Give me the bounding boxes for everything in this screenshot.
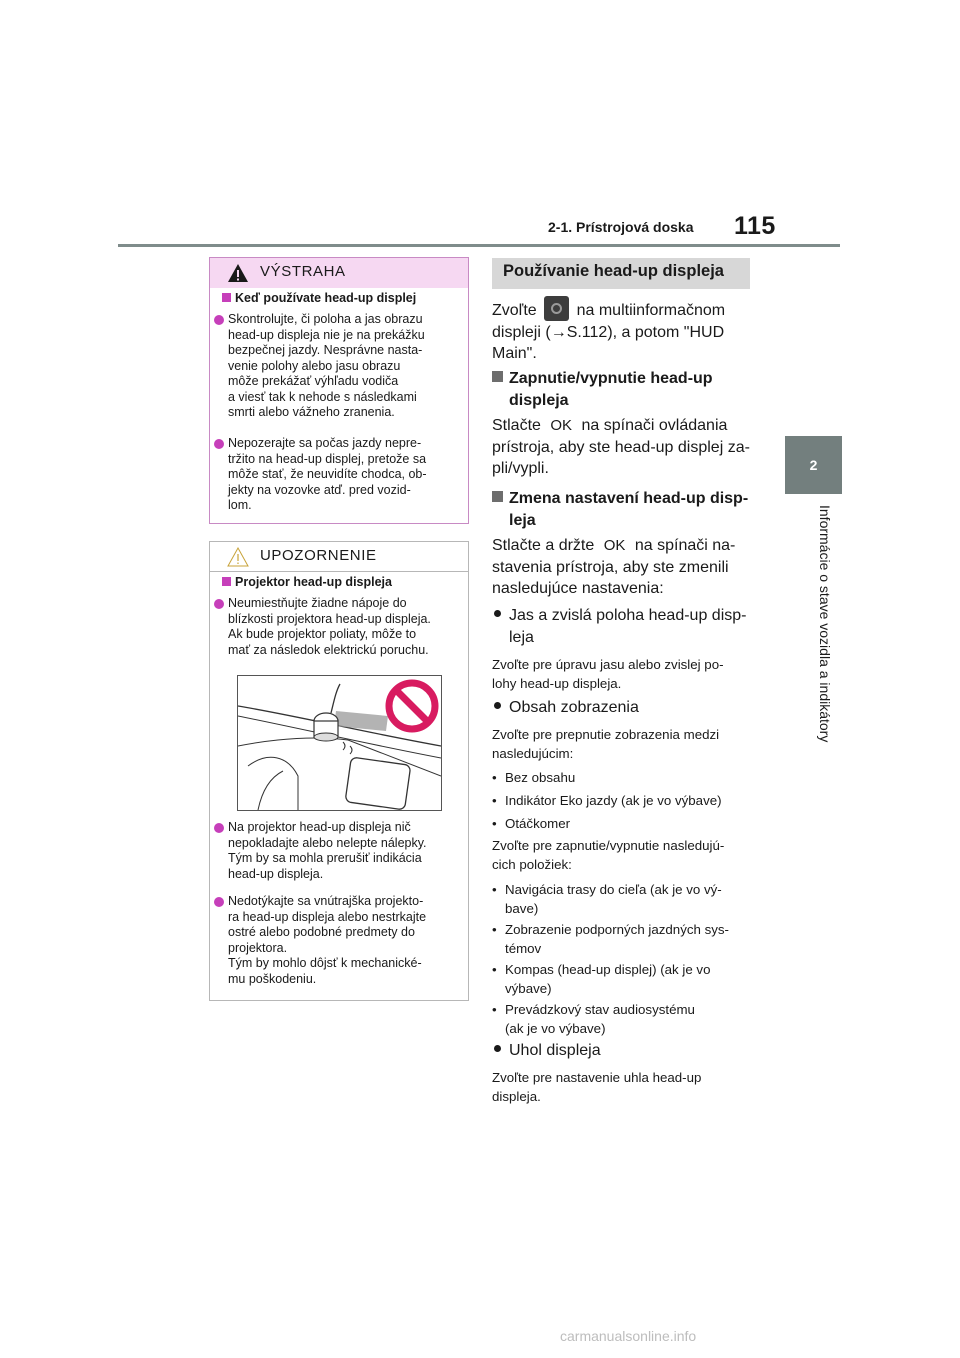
list-item: • Zobrazenie podporných jazdných sys- témov [492,922,729,956]
caution-triangle-icon [227,547,249,567]
running-header-section: 2-1. Prístrojová doska [548,219,694,235]
list-item: • Prevádzkový stav audiosystému (ak je vo výbave) [492,1002,695,1036]
settings-paragraph: Stlačte a držte OK na spínači na- stavenia prístroja, aby ste zmenili nasledujúce nastavenia: [492,537,736,597]
content-note: Zvoľte pre prepnutie zobrazenia medzi nasledujúcim: [492,727,720,761]
bullet-dot-icon [494,1045,501,1052]
chapter-number: 2 [809,457,818,473]
toggle-paragraph: Stlačte OK na spínači ovládania prístroja, aby ste head-up displej za- pli/vypli. [492,417,750,477]
list-item: • Bez obsahu [492,770,576,785]
caution-bullet-3: Nedotýkajte sa vnútrajška projekto- ra head-up displeja alebo nestrkajte ostré alebo podobné predmety do projektora. Tým by mohlo dôjsť k mechanické- mu poškodeniu. [214,894,464,987]
caution-title: UPOZORNENIE [260,547,377,564]
chapter-side-label: Informácie o stave vozidla a indikátory [817,505,833,743]
subheading-square-icon [222,577,231,586]
page-number: 115 [734,212,776,240]
caution-bullet-1: Neumiestňujte žiadne nápoje do blízkosti projektora head-up displeja. Ak bude projektor poliaty, môže to mať za následok elektrickú poruchu. [214,596,464,658]
warning-bullet-1: Skontrolujte, či poloha a jas obrazu head-up displeja nie je na prekážku bezpečnej jazdy. Nesprávne nasta- venie polohy alebo jasu obrazu môže prekážať výhľadu vodiča a viesť tak k nehode s následkami smrti alebo vážneho zranenia. [214,312,464,421]
bullet-dot-icon [494,610,501,617]
prohibition-icon [384,678,440,734]
toggle-items-note: Zvoľte pre zapnutie/vypnutie nasledujú- cich položiek: [492,838,725,872]
warning-box [209,257,469,524]
brightness-note: Zvoľte pre úpravu jasu alebo zvislej po- lohy head-up displeja. [492,657,724,691]
bullet-angle: Uhol displeja [494,1040,756,1062]
list-item: • Kompas (head-up displej) (ak je vo výbave) [492,962,711,996]
bullet-dot-icon [214,439,224,449]
bullet-content: Obsah zobrazenia [494,697,756,719]
angle-note: Zvoľte pre nastavenie uhla head-up displeja. [492,1070,702,1104]
header-rule [118,244,840,247]
bullet-dot-icon [214,315,224,325]
bullet-dot-icon [214,599,224,609]
bullet-dot-icon [214,823,224,833]
projector-illustration [237,675,442,811]
bullet-brightness: Jas a zvislá poloha head-up disp- leja [494,605,756,648]
caution-subheading: Projektor head-up displeja [222,575,392,589]
caution-bullet-2: Na projektor head-up displeja nič nepokladajte alebo nelepte nálepky. Tým by sa mohla prerušiť indikácia head-up displeja. [214,820,464,882]
heading-square-icon [492,371,503,382]
list-item: • Navigácia trasy do cieľa (ak je vo vý- bave) [492,882,722,916]
list-item: • Indikátor Eko jazdy (ak je vo výbave) [492,793,722,808]
reference-arrow-icon: → [550,323,567,341]
bullet-dot-icon [494,702,501,709]
ok-button-glyph: OK [603,537,626,554]
warning-bullet-2: Nepozerajte sa počas jazdy nepre- tržito na head-up displej, pretože sa môže stať, že neuvidíte chodca, ob- jekty na vozovke atď. pred vozid- lom. [214,436,464,514]
warning-subheading: Keď používate head-up displej [222,291,416,305]
caution-header [210,542,468,572]
subheading-square-icon [222,293,231,302]
list-item: • Otáčkomer [492,816,571,831]
warning-title: VÝSTRAHA [260,263,346,280]
heading-settings: Zmena nastavení head-up disp- leja [492,488,754,531]
bullet-dot-icon [214,897,224,907]
warning-triangle-icon [227,263,249,283]
heading-square-icon [492,491,503,502]
chapter-tab [785,436,842,494]
footer-watermark: carmanualsonline.info [560,1328,697,1344]
heading-toggle: Zapnutie/vypnutie head-up displeja [492,368,754,411]
usage-heading: Používanie head-up displeja [503,262,724,280]
intro-paragraph: Zvoľte na multiinformačnom displeji (→S.112), a potom "HUD Main". [492,296,754,365]
warning-header [210,258,468,288]
ok-button-glyph: OK [550,417,573,434]
settings-gear-icon [544,296,569,321]
